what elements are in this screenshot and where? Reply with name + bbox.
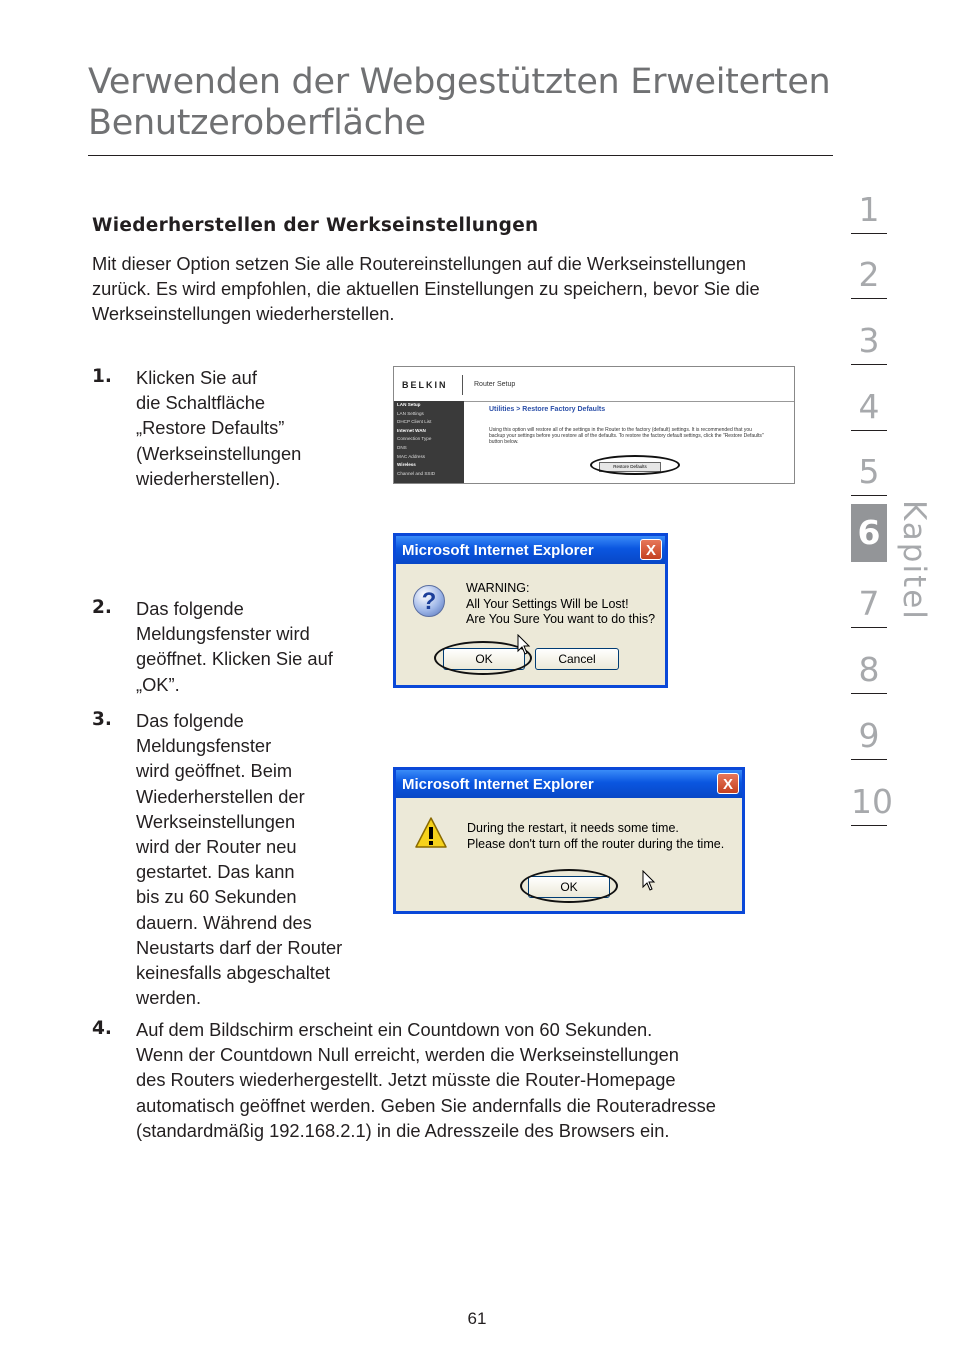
router-setup-label: Router Setup	[474, 381, 516, 388]
step-3-text: Das folgende Meldungsfenster wird geöffnet. Beim Wiederherstellen der Werkseinstellungen wird der Router neu gestartet. Das kann bis zu 60 Sekunden dauern. Während des Neustarts darf der Router keinesfalls abgeschaltet werden.	[136, 710, 343, 1009]
chapter-tab-5[interactable]: 5	[851, 448, 887, 512]
title-line-2: Benutzeroberfläche	[88, 103, 426, 143]
sidebar-item-channel-ssid[interactable]: Channel and SSID	[397, 470, 436, 476]
router-setup-screenshot	[393, 366, 795, 484]
chapter-tab-9[interactable]: 9	[851, 712, 887, 776]
dialog-titlebar	[396, 536, 665, 564]
section-intro: Mit dieser Option setzen Sie alle Routereinstellungen auf die Werkseinstellungen zurück. Es wird empfohlen, die aktuellen Einstellungen zu speichern, bevor Sie die Werkseinstellungen wiederherstellen.	[92, 253, 760, 324]
title-line-1: Verwenden der Webgestützten Erweiterten	[88, 62, 831, 102]
chapter-tab-1[interactable]: 1	[851, 186, 887, 250]
mouse-cursor-icon	[642, 870, 656, 892]
belkin-logo: BELKIN	[402, 380, 448, 390]
sidebar-item-internet-wan[interactable]: Internet WAN	[397, 427, 426, 433]
sidebar-item-mac-address[interactable]: MAC Address	[397, 453, 426, 459]
question-icon: ?	[413, 585, 445, 617]
step-1-number: 1.	[92, 366, 112, 387]
restart-dialog	[393, 767, 745, 914]
chapter-label: Kapitel	[896, 500, 932, 621]
dialog-title: Microsoft Internet Explorer	[402, 542, 594, 559]
dialog-title: Microsoft Internet Explorer	[402, 776, 594, 793]
close-button[interactable]: X	[640, 539, 662, 560]
mouse-cursor-icon	[517, 634, 531, 656]
dialog-message: During the restart, it needs some time. Please don't turn off the router during the time.	[467, 821, 725, 851]
ok-button[interactable]: OK	[528, 876, 610, 898]
chapter-tab-6-active[interactable]: 6	[851, 504, 887, 568]
chapter-tab-10[interactable]: 10	[851, 778, 887, 842]
warning-dialog	[393, 533, 668, 688]
router-breadcrumb: Utilities > Restore Factory Defaults	[489, 406, 606, 413]
sidebar-item-lan-setup[interactable]: LAN Setup	[397, 402, 421, 407]
chapter-tab-3[interactable]: 3	[851, 317, 887, 381]
chapter-tab-4[interactable]: 4	[851, 383, 887, 447]
sidebar-item-dhcp-client-list[interactable]: DHCP Client List	[397, 419, 432, 425]
sidebar-item-connection-type[interactable]: Connection Type	[397, 436, 432, 442]
step-3-number: 3.	[92, 709, 112, 730]
router-sidebar	[394, 401, 464, 484]
restore-defaults-button[interactable]: Restore Defaults	[599, 462, 661, 472]
chapter-tab-2[interactable]: 2	[851, 251, 887, 315]
highlight-oval	[590, 455, 680, 475]
step-2-text: Das folgende Meldungsfenster wird geöffnet. Klicken Sie auf „OK”.	[136, 598, 333, 695]
sidebar-item-dns[interactable]: DNS	[397, 444, 407, 450]
step-2-number: 2.	[92, 597, 112, 618]
chapter-tab-7[interactable]: 7	[851, 580, 887, 644]
chapter-tab-8[interactable]: 8	[851, 646, 887, 710]
close-button[interactable]: X	[717, 773, 739, 794]
warning-icon	[414, 816, 448, 850]
sidebar-item-wireless[interactable]: Wireless	[397, 462, 416, 468]
router-header-bar	[394, 367, 794, 402]
cancel-button[interactable]: Cancel	[535, 648, 619, 670]
page-title	[88, 62, 833, 144]
highlight-oval	[520, 869, 618, 903]
dialog-message: WARNING: All Your Settings Will be Lost! Are You Sure You want to do this?	[466, 581, 656, 626]
step-4-number: 4.	[92, 1018, 112, 1039]
page-number: 61	[467, 1309, 487, 1328]
router-description: Using this option will restore all of the settings in the Router to the factory (default) settings. It is recommended that you backup your settings before you restore all of the defaults. To restore the factory default settings, click the "Restore Defaults" button below.	[489, 427, 764, 445]
section-heading: Wiederherstellen der Werkseinstellungen	[92, 215, 539, 236]
ok-button[interactable]: OK	[443, 648, 525, 670]
title-divider	[88, 155, 833, 156]
step-1-text: Klicken Sie auf die Schaltfläche „Restore Defaults” (Werkseinstellungen wiederherstellen).	[136, 367, 302, 489]
dialog-titlebar	[396, 770, 742, 798]
step-4-text: Auf dem Bildschirm erscheint ein Countdown von 60 Sekunden. Wenn der Countdown Null erreicht, werden die Werkseinstellungen des Routers wiederhergestellt. Jetzt müsste die Router-Homepage automatisch geöffnet werden. Geben Sie andernfalls die Routeradresse (standardmäßig 192.168.2.1) in die Adresszeile des Browsers ein.	[136, 1019, 716, 1141]
sidebar-item-lan-settings[interactable]: LAN Settings	[397, 410, 424, 416]
